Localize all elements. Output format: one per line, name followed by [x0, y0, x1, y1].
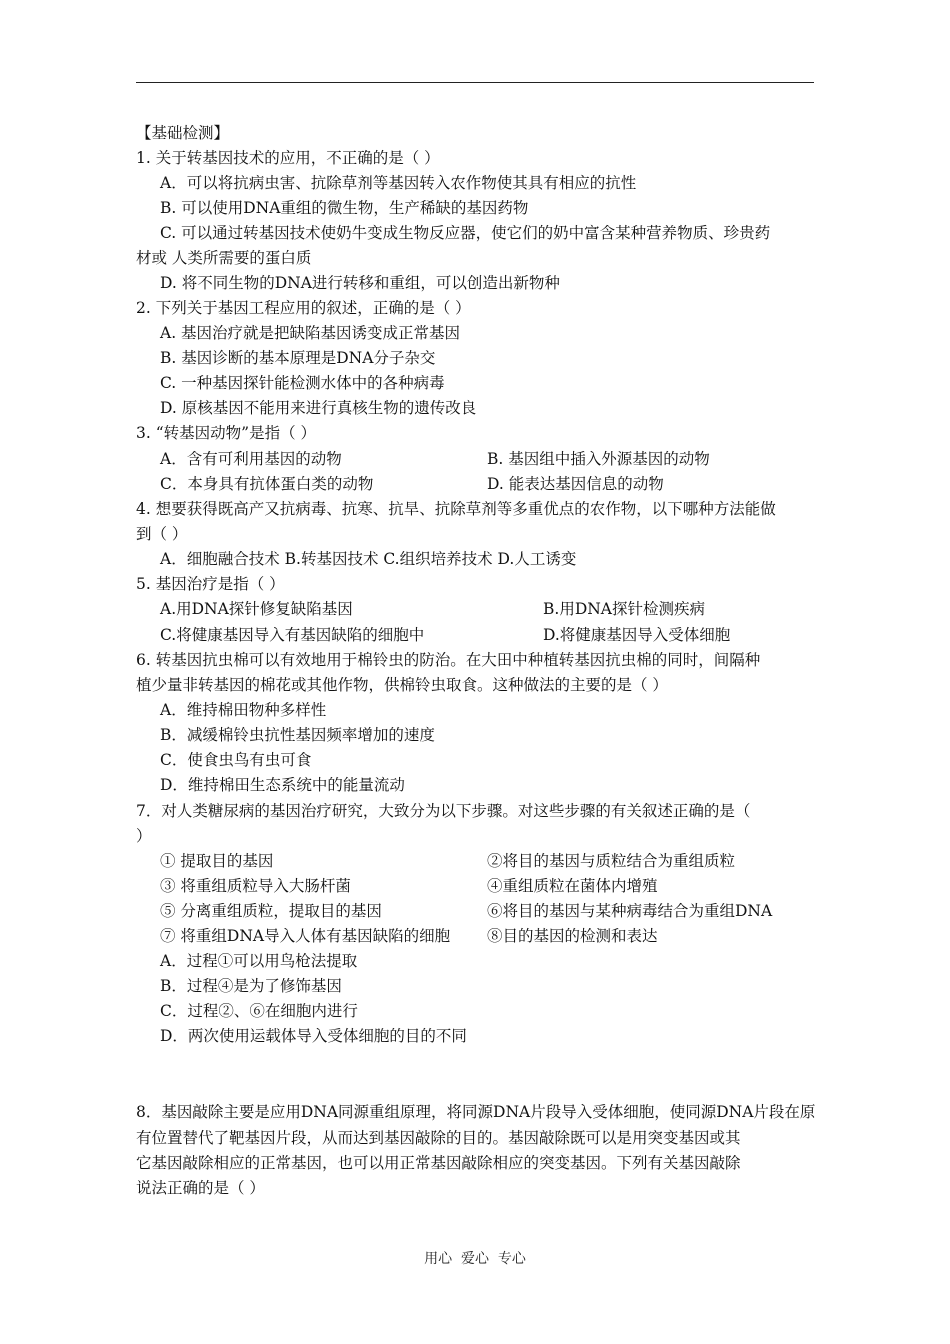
- q2-stem: 2. 下列关于基因工程应用的叙述，正确的是（ ）: [136, 299, 471, 317]
- q3-stem: 3. “转基因动物”是指（ ）: [136, 424, 316, 442]
- q1-option-c-continued: 材或 人类所需要的蛋白质: [136, 249, 312, 267]
- q7-option-b: B．过程④是为了修饰基因: [160, 977, 342, 995]
- q7-step-8: ⑧目的基因的检测和表达: [487, 927, 658, 945]
- q5-option-a: A.用DNA探针修复缺陷基因: [160, 600, 353, 618]
- q7-stem-continued: ）: [136, 827, 152, 845]
- q8-stem-line-1: 8．基因敲除主要是应用DNA同源重组原理，将同源DNA片段导入受体细胞，使同源DNA片段在原: [136, 1103, 816, 1121]
- q6-option-c: C．使食虫鸟有虫可食: [160, 751, 312, 769]
- q7-step-5: ⑤ 分离重组质粒，提取目的基因: [160, 902, 382, 920]
- q7-option-a: A．过程①可以用鸟枪法提取: [160, 952, 358, 970]
- q8-stem-line-2: 有位置替代了靶基因片段，从而达到基因敲除的目的。基因敲除既可以是用突变基因或其: [136, 1129, 741, 1147]
- q6-stem: 6. 转基因抗虫棉可以有效地用于棉铃虫的防治。在大田中种植转基因抗虫棉的同时，间隔种: [136, 651, 761, 669]
- q6-option-b: B．减缓棉铃虫抗性基因频率增加的速度: [160, 726, 435, 744]
- q7-step-1: ① 提取目的基因: [160, 852, 274, 870]
- q1-option-b: B. 可以使用DNA重组的微生物，生产稀缺的基因药物: [160, 199, 529, 217]
- q7-option-d: D．两次使用运载体导入受体细胞的目的不同: [160, 1027, 467, 1045]
- q1-option-c: C. 可以通过转基因技术使奶牛变成生物反应器，使它们的奶中富含某种营养物质、珍贵药: [160, 224, 771, 242]
- q7-step-3: ③ 将重组质粒导入大肠杆菌: [160, 877, 351, 895]
- q8-stem-line-4: 说法正确的是（ ）: [136, 1179, 265, 1197]
- q1-option-d: D. 将不同生物的DNA进行转移和重组，可以创造出新物种: [160, 274, 560, 292]
- section-title: 【基础检测】: [136, 124, 230, 142]
- q4-stem-continued: 到（ ）: [136, 525, 188, 543]
- q2-option-d: D. 原核基因不能用来进行真核生物的遗传改良: [160, 399, 477, 417]
- q7-step-4: ④重组质粒在菌体内增殖: [487, 877, 658, 895]
- q5-option-d: D.将健康基因导入受体细胞: [543, 626, 731, 644]
- q1-stem: 1. 关于转基因技术的应用，不正确的是（ ）: [136, 149, 440, 167]
- q5-stem: 5. 基因治疗是指（ ）: [136, 575, 285, 593]
- q5-option-b: B.用DNA探针检测疾病: [543, 600, 706, 618]
- q3-option-d: D. 能表达基因信息的动物: [487, 475, 664, 493]
- q5-option-c: C.将健康基因导入有基因缺陷的细胞中: [160, 626, 425, 644]
- q7-option-c: C．过程②、⑥在细胞内进行: [160, 1002, 358, 1020]
- q4-options: A．细胞融合技术 B.转基因技术 C.组织培养技术 D.人工诱变: [160, 550, 577, 568]
- page-footer: 用心 爱心 专心: [424, 1251, 526, 1267]
- q6-option-a: A．维持棉田物种多样性: [160, 701, 327, 719]
- q4-stem: 4. 想要获得既高产又抗病毒、抗寒、抗旱、抗除草剂等多重优点的农作物，以下哪种方法能做: [136, 500, 776, 518]
- q6-stem-continued: 植少量非转基因的棉花或其他作物，供棉铃虫取食。这种做法的主要的是（ ）: [136, 676, 668, 694]
- q3-option-a: A．含有可利用基因的动物: [160, 450, 342, 468]
- q7-step-2: ②将目的基因与质粒结合为重组质粒: [487, 852, 736, 870]
- q6-option-d: D．维持棉田生态系统中的能量流动: [160, 776, 405, 794]
- q7-step-6: ⑥将目的基因与某种病毒结合为重组DNA: [487, 902, 773, 920]
- q8-stem-line-3: 它基因敲除相应的正常基因，也可以用正常基因敲除相应的突变基因。下列有关基因敲除: [136, 1154, 741, 1172]
- q7-step-7: ⑦ 将重组DNA导入人体有基因缺陷的细胞: [160, 927, 451, 945]
- q3-option-b: B. 基因组中插入外源基因的动物: [487, 450, 710, 468]
- q2-option-c: C. 一种基因探针能检测水体中的各种病毒: [160, 374, 445, 392]
- q2-option-a: A. 基因治疗就是把缺陷基因诱变成正常基因: [160, 324, 461, 342]
- q7-stem: 7．对人类糖尿病的基因治疗研究，大致分为以下步骤。对这些步骤的有关叙述正确的是（: [136, 802, 751, 820]
- q1-option-a: A．可以将抗病虫害、抗除草剂等基因转入农作物使其具有相应的抗性: [160, 174, 637, 192]
- header-rule: [136, 82, 814, 83]
- q3-option-c: C．本身具有抗体蛋白类的动物: [160, 475, 374, 493]
- q2-option-b: B. 基因诊断的基本原理是DNA分子杂交: [160, 349, 436, 367]
